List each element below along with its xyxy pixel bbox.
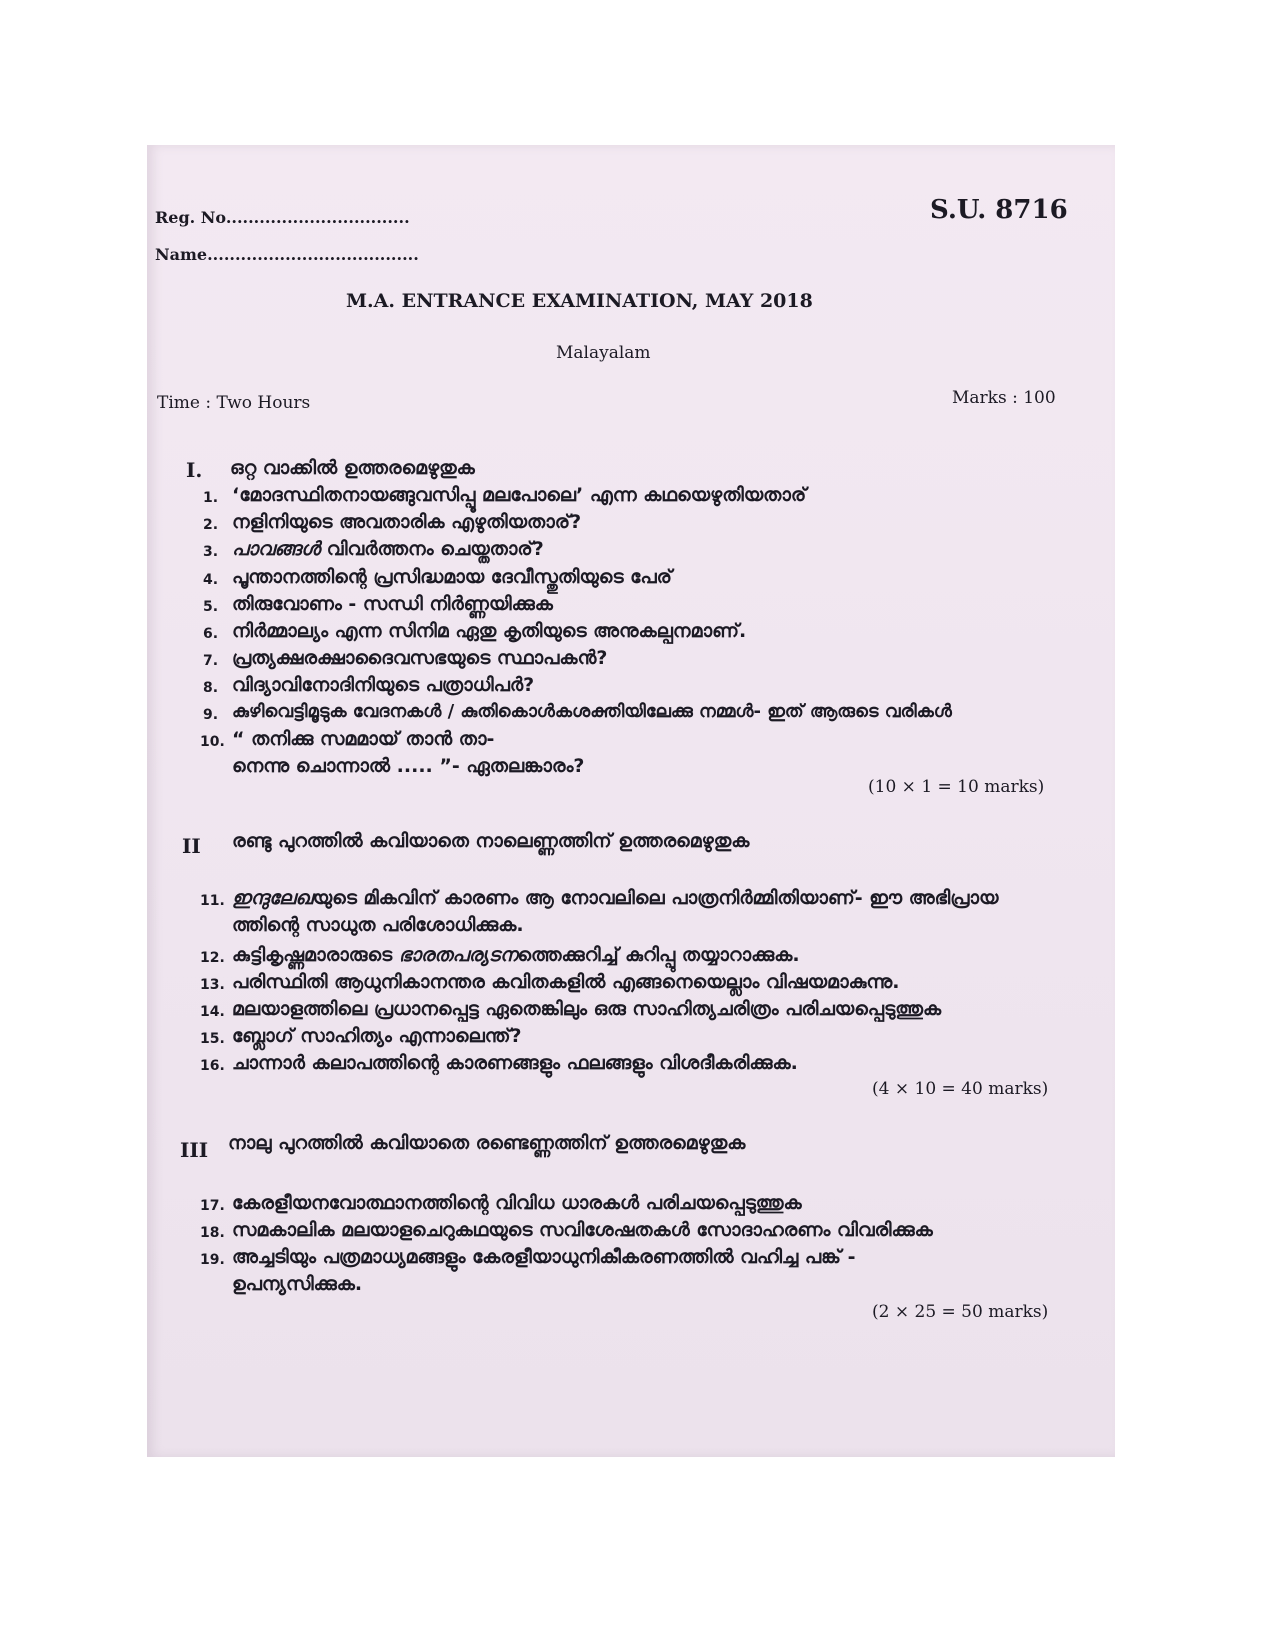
- question-text-line-2: നെന്നു ചൊന്നാൽ ..... ”- ഏതലങ്കാരം?: [232, 755, 585, 777]
- question-number: 15.: [200, 1031, 225, 1047]
- novel-title: ഇന്ദുലേഖ: [232, 887, 313, 909]
- question-text: വിദ്യാവിനോദിനിയുടെ പത്രാധിപർ?: [232, 674, 535, 696]
- paper-code: S.U. 8716: [930, 195, 1068, 225]
- section-2-number: II: [182, 834, 201, 858]
- question-text-line-2: ത്തിന്റെ സാധുത പരിശോധിക്കുക.: [232, 914, 524, 936]
- time-label: Time : Two Hours: [157, 393, 311, 413]
- question-text: പ്രത്യക്ഷരക്ഷാദൈവസഭയുടെ സ്ഥാപകൻ?: [232, 647, 608, 669]
- question-number: 18.: [200, 1225, 225, 1241]
- question-text: പരിസ്ഥിതി ആധുനികാനന്തര കവിതകളിൽ എങ്ങനെയെല്ലാം വിഷയമാകുന്നു.: [232, 971, 900, 993]
- section-1-number: I.: [186, 458, 203, 482]
- question-number: 1.: [203, 490, 219, 506]
- question-text: “ തനിക്കു സമമായ് താൻ താ-: [232, 728, 495, 750]
- question-text: [232, 538, 544, 560]
- question-text: സമകാലിക മലയാളചെറുകഥയുടെ സവിശേഷതകൾ സോദാഹരണം വിവരിക്കുക: [232, 1219, 933, 1241]
- section-3-number: III: [180, 1138, 209, 1162]
- question-number: 6.: [203, 626, 219, 642]
- question-number: 10.: [200, 734, 225, 750]
- question-text: തിരുവോണം - സന്ധി നിർണ്ണയിക്കുക: [232, 593, 553, 615]
- question-text: [232, 887, 998, 909]
- question-number: 4.: [203, 572, 219, 588]
- exam-title: M.A. ENTRANCE EXAMINATION, MAY 2018: [346, 290, 813, 312]
- question-text: കുഴിവെട്ടിമൂടുക വേദനകൾ / കുതികൊൾകശക്തിയിലേക്കു നമ്മൾ- ഇത് ആരുടെ വരികൾ: [232, 701, 952, 722]
- question-number: 11.: [200, 893, 225, 909]
- question-number: 3.: [203, 544, 219, 560]
- question-text: പൂന്താനത്തിന്റെ പ്രസിദ്ധമായ ദേവീസ്തുതിയുടെ പേര്: [232, 566, 672, 588]
- question-text-rest: വിവർത്തനം ചെയ്തതാര്?: [320, 538, 544, 560]
- name-label: Name......................................: [155, 245, 419, 264]
- book-title: പാവങ്ങൾ: [232, 538, 321, 560]
- question-number: 9.: [203, 707, 219, 723]
- question-number: 16.: [200, 1058, 225, 1074]
- question-text-rest: ത്തെക്കുറിച്ച് കുറിപ്പു തയ്യാറാക്കുക.: [517, 944, 800, 966]
- reg-no-label: Reg. No.................................: [155, 208, 410, 227]
- section-2-marks: (4 × 10 = 40 marks): [872, 1079, 1049, 1099]
- question-number: 8.: [203, 680, 219, 696]
- question-text: അച്ചടിയും പത്രമാധ്യമങ്ങളും കേരളീയാധുനികീകരണത്തിൽ വഹിച്ച പങ്ക് -: [232, 1246, 856, 1268]
- question-text: ബ്ലോഗ് സാഹിത്യം എന്നാലെന്ത്?: [232, 1025, 522, 1047]
- total-marks: Marks : 100: [952, 388, 1056, 408]
- section-3-marks: (2 × 25 = 50 marks): [872, 1302, 1049, 1322]
- question-number: 19.: [200, 1252, 225, 1268]
- book-title: ഭാരതപര്യടന: [398, 944, 518, 966]
- question-number: 13.: [200, 977, 225, 993]
- question-number: 2.: [203, 517, 219, 533]
- section-1-marks: (10 × 1 = 10 marks): [868, 777, 1045, 797]
- question-text: ചാന്നാർ കലാപത്തിന്റെ കാരണങ്ങളും ഫലങ്ങളും വിശദീകരിക്കുക.: [232, 1052, 798, 1074]
- section-1-heading: ഒറ്റ വാക്കിൽ ഉത്തരമെഴുതുക: [230, 457, 475, 479]
- section-3-heading: നാലു പുറത്തിൽ കവിയാതെ രണ്ടെണ്ണത്തിന് ഉത്തരമെഴുതുക: [228, 1132, 746, 1154]
- question-number: 14.: [200, 1004, 225, 1020]
- question-text-line-2: ഉപന്യസിക്കുക.: [232, 1273, 363, 1295]
- question-number: 7.: [203, 653, 219, 669]
- section-2-heading: രണ്ടു പുറത്തിൽ കവിയാതെ നാലെണ്ണത്തിന് ഉത്തരമെഴുതുക: [232, 830, 750, 852]
- subject: Malayalam: [556, 343, 651, 363]
- question-number: 17.: [200, 1198, 225, 1214]
- question-text: [232, 944, 800, 966]
- question-text-rest: യുടെ മികവിന് കാരണം ആ നോവലിലെ പാത്രനിർമ്മിതിയാണ്- ഈ അഭിപ്രായ: [312, 887, 999, 909]
- question-text: മലയാളത്തിലെ പ്രധാനപ്പെട്ട ഏതെങ്കിലും ഒരു സാഹിത്യചരിത്രം പരിചയപ്പെടുത്തുക: [232, 998, 942, 1020]
- question-number: 12.: [200, 950, 225, 966]
- question-text-pre: കുട്ടികൃഷ്ണമാരാരുടെ: [232, 944, 399, 966]
- question-text: ‘മോദസ്ഥിതനായങ്ങുവസിപ്പൂ മലപോലെ’ എന്ന കഥയെഴുതിയതാര്: [232, 484, 807, 506]
- question-number: 5.: [203, 599, 219, 615]
- question-text: നളിനിയുടെ അവതാരിക എഴുതിയതാര്?: [232, 511, 582, 533]
- question-text: നിർമ്മാല്യം എന്ന സിനിമ ഏതു കൃതിയുടെ അനുകല്പനമാണ്.: [232, 620, 747, 642]
- question-text: കേരളീയനവോത്ഥാനത്തിന്റെ വിവിധ ധാരകൾ പരിചയപ്പെടുത്തുക: [232, 1192, 802, 1214]
